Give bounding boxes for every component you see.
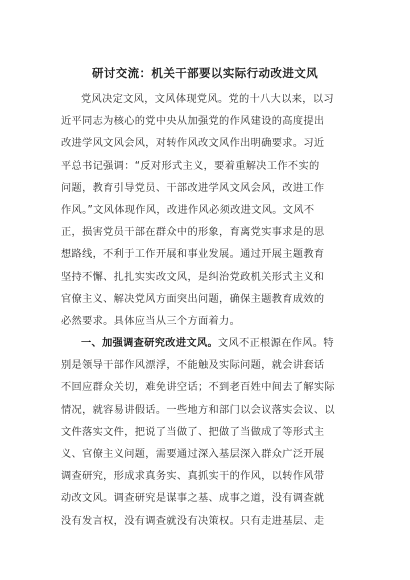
- line-text: 改进学风文风会风，对转作风改文风作出明确要求。习近: [61, 138, 325, 150]
- line-text: 不回应群众关切，难免讲空话；不到老百姓中间去了解实际: [61, 382, 335, 394]
- text-line: [61, 355, 351, 377]
- text-line: [61, 311, 351, 333]
- line-text: 动改文风。调查研究是谋事之基、成事之道，没有调查就: [61, 493, 325, 505]
- line-text: 没有发言权，没有调查就没有决策权。只有走进基层、走: [61, 515, 325, 527]
- text-line: [61, 400, 351, 422]
- text-line: [61, 267, 351, 289]
- line-text: 别是领导干部作风漂浮，不能触及实际问题，就会讲套话: [61, 360, 325, 372]
- line-text: 文件落实文件，把说了当做了、把做了当做成了等形式主: [61, 426, 325, 438]
- line-text: 情况，就容易讲假话。一些地方和部门以会议落实会议、以: [61, 404, 335, 416]
- text-line: [61, 111, 351, 133]
- text-line: [61, 222, 351, 244]
- line-text: 官僚主义、解决党风方面突出问题，确保主题教育成效的: [61, 293, 325, 305]
- text-line: [61, 289, 351, 311]
- section-heading: 一、加强调查研究改进文风。: [81, 338, 218, 350]
- text-line: [61, 511, 351, 533]
- line-text: 作风。”文风体现作风，改进作风必须改进文风。文风不: [61, 204, 315, 216]
- line-text: 必然要求。具体应当从三个方面着力。: [61, 315, 241, 327]
- line-text: 问题，教育引导党员、干部改进学风文风会风，改进工作: [61, 182, 325, 194]
- line-text: 坚持不懈、扎扎实实改文风，是纠治党政机关形式主义和: [61, 271, 325, 283]
- text-line: [61, 89, 351, 111]
- text-line: [61, 466, 351, 488]
- text-line: [61, 200, 351, 222]
- text-line: [61, 444, 351, 466]
- text-line: [61, 133, 351, 155]
- line-text: 党风决定文风，文风体现党风。党的十八大以来，以习: [81, 94, 334, 105]
- text-line: [61, 488, 351, 510]
- text-line: [61, 333, 351, 355]
- line-text: 正，损害党员干部在群众中的形象，育离党实事求是的思: [61, 227, 325, 239]
- line-text: 近平同志为核心的党中央从加强党的作风建设的高度提出: [61, 116, 325, 128]
- line-text: 调查研究，形成求真务实、真抓实干的作风，以转作风带: [61, 471, 325, 483]
- document-body: [61, 89, 351, 533]
- text-line: [61, 178, 351, 200]
- text-line: [61, 156, 351, 178]
- line-text: 想路线，不利于工作开展和事业发展。通过开展主题教育: [61, 249, 325, 261]
- line-text: 平总书记强调：“反对形式主义，要着重解决工作不实的: [61, 160, 320, 172]
- text-line: [61, 377, 351, 399]
- line-text: 义、官僚主义问题，需要通过深入基层深入群众广泛开展: [61, 449, 325, 460]
- text-line: [61, 244, 351, 266]
- document-title: 研讨交流：机关干部要以实际行动改进文风: [91, 66, 319, 80]
- text-line: [61, 422, 351, 444]
- line-text: 文风不正根源在作风。特: [218, 338, 334, 350]
